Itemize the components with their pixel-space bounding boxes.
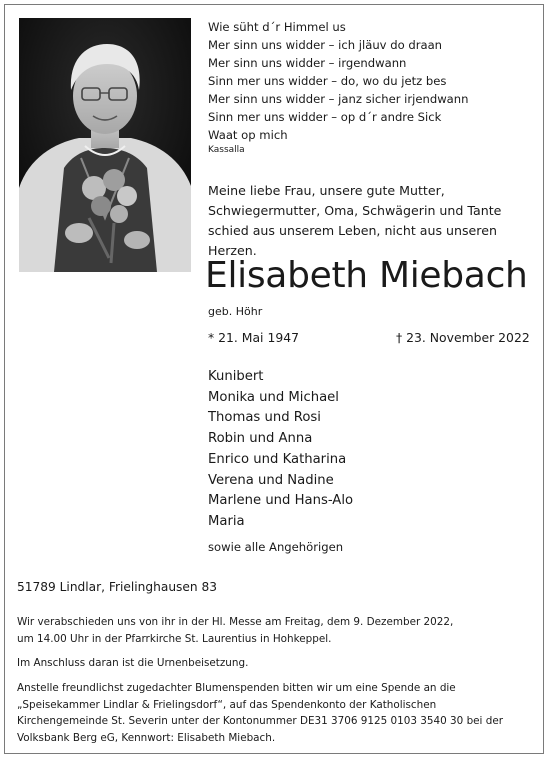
donation-line: „Speisekammer Lindlar & Frielingsdorf“, auf das Spendenkonto der Katholischen (17, 698, 437, 711)
poem (208, 18, 528, 144)
poem-line: Mer sinn uns widder – janz sicher irjendwann (208, 92, 469, 106)
poem-line: Sinn mer uns widder – op d´r andre Sick (208, 110, 442, 124)
birth-date: * 21. Mai 1947 (208, 330, 299, 345)
service-info (17, 614, 537, 647)
poem-line: Mer sinn uns widder – ich jläuv do draan (208, 38, 443, 52)
relatives-text: sowie alle Angehörigen (208, 540, 344, 554)
service-line: Wir verabschieden uns von ihr in der Hl. Messe am Freitag, dem 9. Dezember 2022, (17, 616, 454, 628)
mourner-item: Robin und Anna (208, 431, 313, 447)
mourner-item: Maria (208, 513, 245, 529)
mourner-item: Monika und Michael (208, 389, 339, 405)
family-address: 51789 Lindlar, Frielinghausen 83 (17, 580, 218, 594)
poem-line: Waat op mich (208, 128, 288, 142)
poem-author: Kassalla (208, 145, 245, 155)
portrait-photo (19, 18, 191, 272)
deceased-name: Elisabeth Miebach (205, 255, 528, 296)
service-line: um 14.00 Uhr in der Pfarrkirche St. Laurentius in Hohkeppel. (17, 632, 332, 645)
mourner-item: Enrico und Katharina (208, 451, 347, 467)
mourner-item: Thomas und Rosi (208, 410, 321, 426)
mourner-item: Kunibert (208, 369, 264, 384)
donation-line: Kirchengemeinde St. Severin unter der Kontonummer DE31 3706 9125 0103 3540 30 bei der (17, 715, 504, 727)
poem-line: Wie süht d´r Himmel us (208, 20, 346, 34)
mourners-list (208, 367, 353, 533)
urn-info (17, 655, 537, 672)
poem-line: Mer sinn uns widder – irgendwann (208, 56, 407, 70)
donation-line: Volksbank Berg eG, Kennwort: Elisabeth Miebach. (17, 731, 276, 744)
urn-line: Im Anschluss daran ist die Urnenbeisetzung. (17, 657, 249, 669)
donation-info (17, 680, 537, 746)
intro-text: Meine liebe Frau, unsere gute Mutter, Schwiegermutter, Oma, Schwägerin und Tante schied aus unserem Leben, nicht aus unseren Herzen. (208, 183, 502, 258)
donation-line: Anstelle freundlichst zugedachter Blumenspenden bitten wir um eine Spende an die (17, 682, 456, 694)
portrait-illustration (19, 18, 191, 272)
poem-line: Sinn mer uns widder – do, wo du jetz bes (208, 74, 447, 88)
death-date: † 23. November 2022 (396, 330, 530, 345)
mourner-item: Verena und Nadine (208, 472, 334, 488)
mourner-item: Marlene und Hans-Alo (208, 493, 354, 509)
birth-name: geb. Höhr (208, 305, 263, 318)
